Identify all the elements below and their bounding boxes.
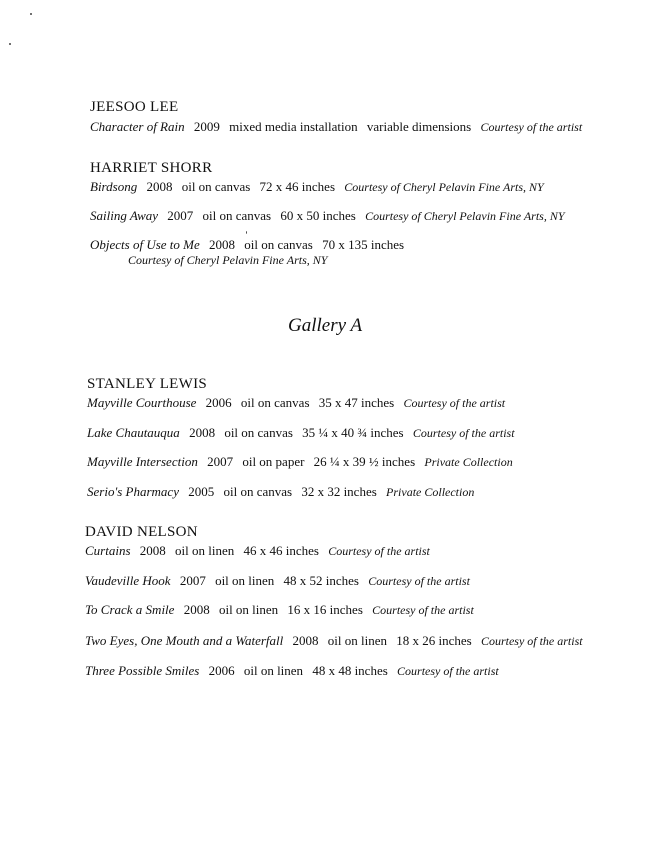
artwork-line — [90, 119, 588, 135]
artwork-size: 60 x 50 inches — [280, 208, 356, 223]
artwork-credit: Courtesy of the artist — [397, 664, 499, 678]
artwork-title: Serio's Pharmacy — [87, 484, 179, 499]
artwork-credit: Courtesy of Cheryl Pelavin Fine Arts, NY — [365, 209, 565, 223]
artwork-credit-continued — [128, 252, 333, 268]
artwork-line — [90, 237, 410, 253]
artwork-title: Mayville Courthouse — [87, 395, 197, 410]
artwork-line — [87, 484, 480, 500]
artwork-year: 2008 — [183, 602, 210, 617]
artwork-title: Objects of Use to Me — [90, 237, 200, 252]
artwork-line — [85, 633, 589, 649]
artwork-year: 2007 — [207, 454, 234, 469]
artwork-medium: oil on linen — [175, 543, 235, 558]
artwork-size: 48 x 48 inches — [312, 663, 388, 678]
artwork-size: 32 x 32 inches — [301, 484, 377, 499]
artwork-medium: oil on canvas — [240, 395, 310, 410]
artwork-year: 2008 — [292, 633, 319, 648]
artwork-year: 2008 — [209, 237, 236, 252]
artwork-credit: Courtesy of Cheryl Pelavin Fine Arts, NY — [128, 253, 328, 267]
artwork-size: 72 x 46 inches — [259, 179, 336, 194]
artwork-year: 2008 — [189, 425, 216, 440]
artwork-year: 2008 — [139, 543, 166, 558]
artwork-title: Two Eyes, One Mouth and a Waterfall — [85, 633, 284, 648]
artwork-title: Vaudeville Hook — [85, 573, 171, 588]
artwork-credit: Courtesy of the artist — [480, 120, 583, 134]
artist-name: DAVID NELSON — [85, 524, 198, 540]
artwork-line — [85, 602, 480, 618]
scan-speck — [246, 231, 247, 234]
artwork-line — [85, 663, 505, 679]
artwork-title: Lake Chautauqua — [87, 425, 180, 440]
artwork-medium: oil on canvas — [202, 208, 272, 223]
artwork-medium: oil on canvas — [223, 484, 293, 499]
artwork-credit: Private Collection — [424, 455, 513, 469]
artwork-line — [90, 208, 571, 224]
artwork-credit: Courtesy of the artist — [328, 544, 430, 558]
artwork-year: 2005 — [188, 484, 215, 499]
artwork-year: 2006 — [205, 395, 232, 410]
artwork-year: 2009 — [193, 119, 220, 134]
artwork-credit: Courtesy of the artist — [368, 574, 470, 588]
artwork-medium: oil on canvas — [244, 237, 313, 252]
artwork-size: 46 x 46 inches — [243, 543, 319, 558]
artwork-title: Curtains — [85, 543, 131, 558]
artwork-medium: oil on linen — [218, 602, 279, 617]
artwork-title: To Crack a Smile — [85, 602, 175, 617]
artwork-medium: oil on canvas — [224, 425, 293, 440]
artwork-year: 2006 — [208, 663, 235, 678]
artwork-line — [90, 179, 550, 195]
artwork-size: 18 x 26 inches — [396, 633, 472, 648]
artwork-title: Mayville Intersection — [87, 454, 198, 469]
artwork-credit: Private Collection — [386, 485, 475, 499]
artwork-credit: Courtesy of the artist — [412, 426, 515, 440]
artwork-line — [85, 573, 476, 589]
artwork-size: 35 ¼ x 40 ¾ inches — [302, 425, 404, 440]
scan-speck — [9, 43, 11, 45]
artwork-title: Character of Rain — [90, 119, 185, 134]
artwork-title: Birdsong — [90, 179, 138, 194]
artwork-size: 26 ¼ x 39 ½ inches — [313, 454, 416, 469]
artwork-medium: mixed media installation — [229, 119, 358, 134]
artwork-medium: oil on paper — [242, 454, 305, 469]
artist-name: HARRIET SHORR — [90, 160, 213, 176]
artwork-year: 2007 — [167, 208, 194, 223]
artwork-title: Three Possible Smiles — [85, 663, 200, 678]
artwork-medium: oil on linen — [327, 633, 387, 648]
artwork-medium: oil on linen — [215, 573, 275, 588]
artwork-title: Sailing Away — [90, 208, 159, 223]
artist-name: STANLEY LEWIS — [87, 376, 208, 392]
artwork-size: variable dimensions — [366, 119, 472, 134]
scan-speck — [30, 13, 32, 15]
artwork-credit: Courtesy of the artist — [403, 396, 506, 410]
artwork-credit: Courtesy of the artist — [480, 634, 583, 648]
artwork-credit: Courtesy of Cheryl Pelavin Fine Arts, NY — [344, 180, 544, 194]
artwork-medium: oil on canvas — [181, 179, 251, 194]
artwork-size: 16 x 16 inches — [287, 602, 363, 617]
artwork-year: 2007 — [179, 573, 206, 588]
artwork-credit: Courtesy of the artist — [372, 603, 474, 617]
artwork-line — [85, 543, 436, 559]
artwork-size: 70 x 135 inches — [322, 237, 405, 252]
artist-name: JEESOO LEE — [90, 99, 179, 115]
artwork-size: 48 x 52 inches — [283, 573, 359, 588]
artwork-line — [87, 454, 519, 470]
artwork-size: 35 x 47 inches — [318, 395, 395, 410]
artwork-medium: oil on linen — [243, 663, 304, 678]
artwork-line — [87, 395, 511, 411]
artwork-year: 2008 — [146, 179, 173, 194]
gallery-heading: Gallery A — [288, 315, 363, 336]
artwork-line — [87, 425, 521, 441]
